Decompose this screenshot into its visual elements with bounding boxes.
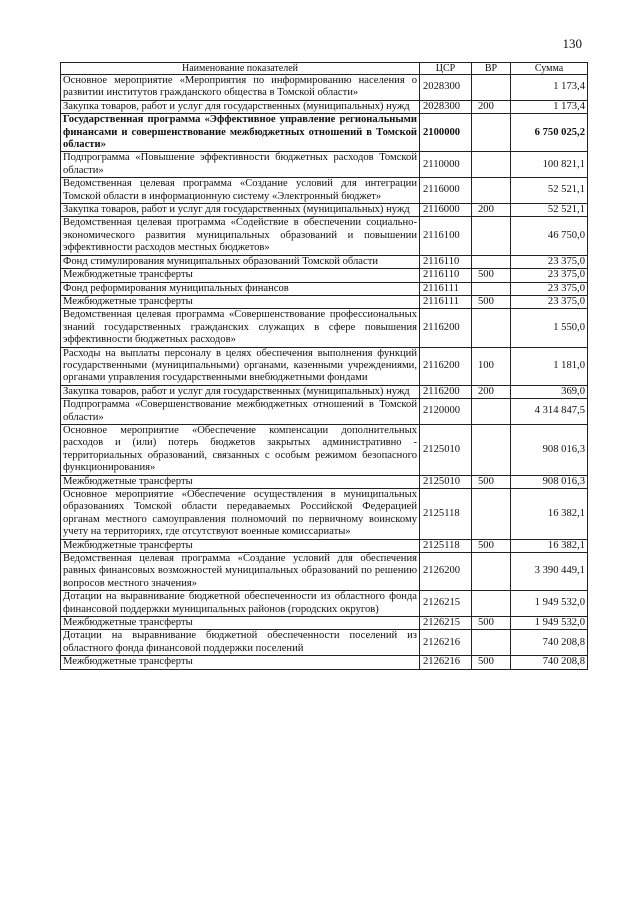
row-code-cell: 2120000 xyxy=(420,399,472,425)
table-header-row xyxy=(61,63,588,75)
table-row xyxy=(61,630,588,656)
row-vr-cell: 500 xyxy=(472,475,511,488)
row-code-cell: 2126216 xyxy=(420,656,472,669)
row-code-cell: 2116111 xyxy=(420,282,472,295)
row-code-cell: 2116000 xyxy=(420,204,472,217)
row-vr-cell xyxy=(472,152,511,178)
row-vr-cell xyxy=(472,178,511,204)
table-row xyxy=(61,75,588,101)
row-name-cell: Ведомственная целевая программа «Совершенствование профессиональных знаний государственных гражданских служащих в сфере повышения эффективности бюджетных расходов» xyxy=(61,309,420,347)
row-name-cell: Закупка товаров, работ и услуг для государственных (муниципальных) нужд xyxy=(61,204,420,217)
row-name-cell: Подпрограмма «Совершенствование межбюджетных отношений в Томской области» xyxy=(61,399,420,425)
row-name-cell: Основное мероприятие «Мероприятия по информированию населения о развитии институтов гражданского общества в Томской области» xyxy=(61,75,420,101)
row-name-cell: Дотации на выравнивание бюджетной обеспеченности из областного фонда финансовой поддержки муниципальных районов (городских округов) xyxy=(61,591,420,617)
row-vr-cell xyxy=(472,309,511,347)
row-sum-cell: 52 521,1 xyxy=(511,204,588,217)
row-sum-cell: 6 750 025,2 xyxy=(511,114,588,152)
row-name-cell: Основное мероприятие «Обеспечение компенсации дополнительных расходов и (или) потерь бюджетов закрытых административно - территориальных образований, связанных с особым режимом безопасного функционирования» xyxy=(61,424,420,475)
row-name-cell: Государственная программа «Эффективное управление региональными финансами и совершенствование межбюджетных отношений в Томской области» xyxy=(61,114,420,152)
table-row xyxy=(61,591,588,617)
row-name-cell: Межбюджетные трансферты xyxy=(61,269,420,282)
budget-table xyxy=(60,62,588,670)
row-vr-cell xyxy=(472,255,511,268)
row-vr-cell: 500 xyxy=(472,269,511,282)
row-vr-cell xyxy=(472,217,511,255)
row-sum-cell: 908 016,3 xyxy=(511,424,588,475)
table-row xyxy=(61,617,588,630)
row-sum-cell: 908 016,3 xyxy=(511,475,588,488)
row-name-cell: Межбюджетные трансферты xyxy=(61,475,420,488)
row-name-cell: Межбюджетные трансферты xyxy=(61,656,420,669)
row-name-cell: Межбюджетные трансферты xyxy=(61,617,420,630)
row-vr-cell xyxy=(472,282,511,295)
row-name-cell: Закупка товаров, работ и услуг для государственных (муниципальных) нужд xyxy=(61,100,420,113)
row-sum-cell: 52 521,1 xyxy=(511,178,588,204)
row-vr-cell: 500 xyxy=(472,539,511,552)
row-code-cell: 2116200 xyxy=(420,309,472,347)
row-vr-cell: 200 xyxy=(472,100,511,113)
table-row xyxy=(61,269,588,282)
row-vr-cell xyxy=(472,630,511,656)
row-code-cell: 2125010 xyxy=(420,475,472,488)
header-vr: ВР xyxy=(472,63,511,75)
row-sum-cell: 740 208,8 xyxy=(511,656,588,669)
row-name-cell: Подпрограмма «Повышение эффективности бюджетных расходов Томской области» xyxy=(61,152,420,178)
row-sum-cell: 740 208,8 xyxy=(511,630,588,656)
row-vr-cell: 200 xyxy=(472,204,511,217)
row-vr-cell: 500 xyxy=(472,656,511,669)
row-code-cell: 2126215 xyxy=(420,591,472,617)
row-code-cell: 2126216 xyxy=(420,630,472,656)
row-code-cell: 2116111 xyxy=(420,295,472,308)
table-row xyxy=(61,152,588,178)
row-sum-cell: 1 173,4 xyxy=(511,75,588,101)
table-row xyxy=(61,424,588,475)
row-vr-cell xyxy=(472,591,511,617)
table-row xyxy=(61,309,588,347)
row-code-cell: 2125118 xyxy=(420,539,472,552)
table-row xyxy=(61,489,588,540)
row-code-cell: 2125010 xyxy=(420,424,472,475)
header-sum: Сумма xyxy=(511,63,588,75)
row-sum-cell: 23 375,0 xyxy=(511,295,588,308)
row-code-cell: 2125118 xyxy=(420,489,472,540)
row-code-cell: 2116100 xyxy=(420,217,472,255)
row-sum-cell: 3 390 449,1 xyxy=(511,553,588,591)
row-vr-cell xyxy=(472,553,511,591)
row-sum-cell: 46 750,0 xyxy=(511,217,588,255)
table-row xyxy=(61,539,588,552)
row-vr-cell: 200 xyxy=(472,385,511,398)
row-vr-cell xyxy=(472,424,511,475)
row-code-cell: 2116000 xyxy=(420,178,472,204)
table-row xyxy=(61,347,588,385)
header-name: Наименование показателей xyxy=(61,63,420,75)
row-name-cell: Ведомственная целевая программа «Содействие в обеспечении социально-экономического развития муниципальных образований и повышении эффективности расходов местных бюджетов» xyxy=(61,217,420,255)
table-row xyxy=(61,114,588,152)
header-code: ЦСР xyxy=(420,63,472,75)
table-row xyxy=(61,100,588,113)
row-vr-cell: 500 xyxy=(472,617,511,630)
table-body xyxy=(61,75,588,670)
table-row xyxy=(61,553,588,591)
row-sum-cell: 4 314 847,5 xyxy=(511,399,588,425)
row-code-cell: 2126200 xyxy=(420,553,472,591)
table-row xyxy=(61,295,588,308)
row-code-cell: 2116110 xyxy=(420,269,472,282)
table-row xyxy=(61,178,588,204)
row-code-cell: 2110000 xyxy=(420,152,472,178)
row-name-cell: Закупка товаров, работ и услуг для государственных (муниципальных) нужд xyxy=(61,385,420,398)
row-sum-cell: 23 375,0 xyxy=(511,255,588,268)
row-code-cell: 2116200 xyxy=(420,347,472,385)
table-row xyxy=(61,475,588,488)
table-row xyxy=(61,656,588,669)
row-vr-cell: 100 xyxy=(472,347,511,385)
row-code-cell: 2126215 xyxy=(420,617,472,630)
row-sum-cell: 100 821,1 xyxy=(511,152,588,178)
table-row xyxy=(61,255,588,268)
row-code-cell: 2100000 xyxy=(420,114,472,152)
row-name-cell: Фонд реформирования муниципальных финансов xyxy=(61,282,420,295)
table-row xyxy=(61,282,588,295)
row-name-cell: Фонд стимулирования муниципальных образований Томской области xyxy=(61,255,420,268)
row-name-cell: Расходы на выплаты персоналу в целях обеспечения выполнения функций государственными (муниципальными) органами, казенными учреждениями, органами управления государственными внебюджетными фондами xyxy=(61,347,420,385)
row-sum-cell: 1 949 532,0 xyxy=(511,591,588,617)
row-sum-cell: 1 949 532,0 xyxy=(511,617,588,630)
row-vr-cell xyxy=(472,114,511,152)
row-vr-cell xyxy=(472,489,511,540)
row-vr-cell xyxy=(472,399,511,425)
row-vr-cell xyxy=(472,75,511,101)
row-sum-cell: 16 382,1 xyxy=(511,539,588,552)
table-row xyxy=(61,204,588,217)
row-name-cell: Основное мероприятие «Обеспечение осуществления в муниципальных образованиях Томской области передаваемых Российской Федерацией органам местного самоуправления полномочий по первичному воинскому учету на территориях, где отсутствуют военные комиссариаты» xyxy=(61,489,420,540)
row-sum-cell: 16 382,1 xyxy=(511,489,588,540)
row-name-cell: Ведомственная целевая программа «Создание условий для обеспечения равных финансовых возможностей муниципальных образований по решению вопросов местного значения» xyxy=(61,553,420,591)
row-code-cell: 2116110 xyxy=(420,255,472,268)
row-name-cell: Дотации на выравнивание бюджетной обеспеченности поселений из областного фонда финансовой поддержки поселений xyxy=(61,630,420,656)
table-row xyxy=(61,385,588,398)
row-sum-cell: 23 375,0 xyxy=(511,282,588,295)
row-sum-cell: 23 375,0 xyxy=(511,269,588,282)
row-code-cell: 2028300 xyxy=(420,100,472,113)
row-sum-cell: 1 550,0 xyxy=(511,309,588,347)
row-name-cell: Ведомственная целевая программа «Создание условий для интеграции Томской области в информационную систему «Электронный бюджет» xyxy=(61,178,420,204)
row-name-cell: Межбюджетные трансферты xyxy=(61,295,420,308)
table-row xyxy=(61,399,588,425)
row-sum-cell: 1 173,4 xyxy=(511,100,588,113)
row-vr-cell: 500 xyxy=(472,295,511,308)
row-sum-cell: 1 181,0 xyxy=(511,347,588,385)
row-code-cell: 2116200 xyxy=(420,385,472,398)
row-sum-cell: 369,0 xyxy=(511,385,588,398)
row-name-cell: Межбюджетные трансферты xyxy=(61,539,420,552)
row-code-cell: 2028300 xyxy=(420,75,472,101)
page-number: 130 xyxy=(562,36,582,51)
table-row xyxy=(61,217,588,255)
